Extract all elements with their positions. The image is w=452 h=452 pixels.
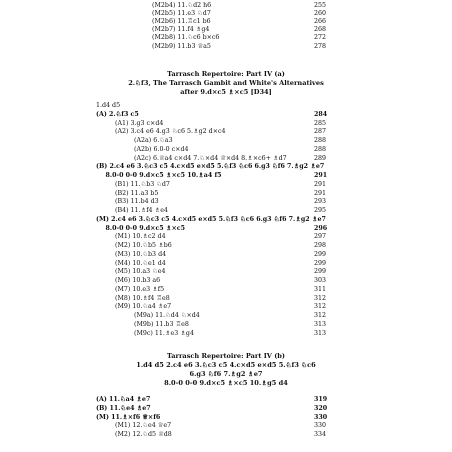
toc-entry (0, 260, 452, 268)
toc-entry-page-number: 299 (314, 250, 327, 258)
part-b-title: Tarrasch Repertoire: Part IV (b) (166, 352, 286, 360)
toc-entry (0, 172, 452, 180)
toc-entry (0, 128, 452, 136)
toc-entry-text: (M) 11.♗×f6 ♕×f6 (96, 413, 161, 421)
toc-entry-page-number: 295 (314, 207, 327, 214)
toc-entry (0, 26, 452, 34)
toc-entry-text: (B3) 11.b4 d3 (115, 198, 159, 206)
toc-entry-page-number: 291 (314, 189, 327, 197)
toc-entry (0, 251, 452, 259)
toc-entry-text: (B1) 11.♘b3 ♘d7 (115, 180, 170, 188)
toc-entry (0, 396, 452, 404)
toc-entry-page-number: 299 (314, 259, 327, 267)
part-b-subtitle: 1.d4 d5 2.c4 e6 3.♘c3 c5 4.c×d5 e×d5 5.♘f3 ♘c6 (136, 361, 316, 369)
toc-entry-page-number: 311 (314, 285, 327, 293)
toc-entry-page-number: 268 (314, 26, 327, 34)
toc-entry (0, 405, 452, 413)
toc-entry-page-number: 272 (314, 34, 327, 42)
toc-entry-page-number: 296 (314, 224, 328, 232)
toc-entry-page-number: 312 (314, 294, 327, 302)
toc-entry-page-number: 303 (314, 277, 327, 284)
toc-entry (0, 102, 452, 110)
toc-entry (0, 414, 452, 422)
toc-entry-page-number: 298 (314, 242, 327, 249)
toc-entry (0, 330, 452, 338)
toc-entry-page-number: 288 (314, 137, 327, 144)
toc-entry-page-number: 334 (314, 431, 327, 439)
toc-entry-text: (M2) 12.♘d5 ♕d8 (115, 431, 172, 439)
toc-entry (0, 268, 452, 276)
toc-entry-text: (M2b8) 11.♘c6 b×c6 (152, 34, 220, 42)
toc-entry-text: (A1) 3.g3 c×d4 (115, 119, 164, 127)
toc-entry-text: (M3) 10.♘b3 d4 (115, 250, 167, 258)
toc-entry (0, 198, 452, 206)
toc-entry (0, 277, 452, 285)
toc-entry (0, 120, 452, 128)
toc-entry-text: 1.d4 d5 (96, 102, 121, 109)
toc-entry-text: 8.0-0 0-0 9.d×c5 ♗×c5 (105, 224, 186, 232)
toc-entry-page-number: 278 (314, 42, 327, 50)
toc-entry (0, 137, 452, 145)
toc-entry-text: (M9b) 11.b3 ♖e8 (134, 320, 189, 328)
toc-entry-page-number: 312 (314, 312, 327, 319)
toc-entry-text: (M7) 10.e3 ♗f5 (115, 285, 165, 293)
toc-entry-page-number: 284 (314, 110, 328, 118)
toc-entry-text: (M9c) 11.♗e3 ♗g4 (134, 329, 194, 337)
toc-entry (0, 111, 452, 119)
toc-entry-text: (A2b) 6.0-0 c×d4 (134, 145, 189, 153)
toc-entry (0, 233, 452, 241)
toc-entry-page-number: 297 (314, 233, 327, 241)
toc-entry-text: (M6) 10.b3 a6 (115, 277, 161, 284)
part-a-subtitle: 2.♘f3, The Tarrasch Gambit and White's Alternatives (128, 79, 324, 87)
toc-entry-text: (M2b7) 11.f4 ♗g4 (152, 26, 210, 34)
toc-entry-page-number: 313 (314, 329, 327, 337)
toc-entry-page-number: 260 (314, 10, 327, 18)
toc-entry-page-number: 312 (314, 303, 327, 311)
toc-entry-page-number: 291 (314, 172, 328, 179)
toc-entry-text: (M1) 12.♘e4 ♕e7 (115, 422, 172, 430)
toc-entry-text: (A2c) 6.♕a4 c×d4 7.♘×d4 ♕×d4 8.♗×c6+ ♗d7 (134, 154, 287, 162)
toc-entry (0, 155, 452, 163)
toc-entry (0, 2, 452, 10)
toc-entry-text: (B2) 11.a3 b5 (115, 189, 159, 197)
toc-entry (0, 422, 452, 430)
part-a-title: Tarrasch Repertoire: Part IV (a) (167, 70, 285, 78)
toc-entry (0, 321, 452, 329)
toc-entry-text: (M2b5) 11.e3 ♘d7 (152, 10, 211, 18)
toc-entry (0, 190, 452, 198)
toc-entry (0, 163, 452, 171)
toc-entry-page-number: 313 (314, 320, 327, 328)
toc-entry-text: (A2) 3.c4 e6 4.g3 ♘c6 5.♗g2 d×c4 (115, 128, 226, 136)
toc-entry (0, 312, 452, 320)
toc-entry-page-number: 289 (314, 154, 327, 162)
toc-entry-text: (M2b4) 11.♘d2 h6 (152, 2, 212, 9)
toc-entry-text: (B4) 11.♗f4 ♗e4 (115, 207, 168, 214)
toc-entry-text: (M9a) 11.♘d4 ♘×d4 (134, 312, 200, 319)
part-a-subtitle-2: after 9.d×c5 ♗×c5 [D34] (180, 88, 272, 96)
toc-entry-page-number: 255 (314, 2, 327, 9)
toc-entry-page-number: 291 (314, 180, 327, 188)
toc-entry-text: (M8) 10.♗f4 ♖e8 (115, 294, 170, 302)
toc-entry-page-number: 330 (314, 422, 327, 430)
toc-entry-text: (A2a) 6.♘a3 (134, 137, 173, 144)
toc-entry-text: (M5) 10.a3 ♘e4 (115, 268, 166, 276)
toc-entry (0, 431, 452, 439)
toc-entry-text: (M2b9) 11.b3 ♕a5 (152, 42, 211, 50)
toc-entry (0, 225, 452, 233)
toc-entry-page-number: 330 (314, 413, 328, 421)
toc-entry (0, 34, 452, 42)
part-b-subtitle-3: 8.0-0 0-0 9.d×c5 ♗×c5 10.♗g5 d4 (164, 379, 288, 387)
toc-entry-text: (B) 11.♘e4 ♗e7 (96, 404, 151, 412)
toc-entry (0, 303, 452, 311)
toc-entry-page-number: 285 (314, 119, 327, 127)
toc-entry-page-number: 266 (314, 18, 327, 26)
toc-entry (0, 146, 452, 154)
toc-entry-page-number: 299 (314, 268, 327, 276)
toc-entry (0, 295, 452, 303)
toc-entry (0, 43, 452, 51)
toc-entry-text: (M2b6) 11.♖c1 b6 (152, 18, 211, 26)
toc-entry-page-number: 288 (314, 145, 327, 153)
toc-entry-text: (M4) 10.♘e1 d4 (115, 259, 166, 267)
toc-entry (0, 216, 452, 224)
toc-entry-text: (A) 2.♘f3 c5 (96, 110, 139, 118)
toc-entry-page-number: 319 (314, 396, 328, 403)
toc-entry-text: (M1) 10.♗c2 d4 (115, 233, 166, 241)
toc-entry-text: (A) 11.♘a4 ♗e7 (96, 396, 151, 403)
toc-entry (0, 286, 452, 294)
toc-entry-text: (M2) 10.♘b5 ♗b6 (115, 242, 172, 249)
toc-entry-page-number: 320 (314, 404, 328, 412)
toc-entry (0, 10, 452, 18)
toc-entry (0, 242, 452, 250)
toc-entry-page-number: 287 (314, 128, 327, 136)
part-b-subtitle-2: 6.g3 ♘f6 7.♗g2 ♗e7 (189, 370, 263, 378)
toc-entry-text: (M9) 10.♘a4 ♗e7 (115, 303, 172, 311)
toc-entry (0, 207, 452, 215)
toc-entry-text: (B) 2.c4 e6 3.♘c3 c5 4.c×d5 e×d5 5.♘f3 ♘c6 6.g3 ♘f6 7.♗g2 ♗e7 (96, 163, 325, 171)
toc-entry-page-number: 293 (314, 198, 327, 206)
toc-entry (0, 181, 452, 189)
toc-entry-text: (M) 2.c4 e6 3.♘c3 c5 4.c×d5 e×d5 5.♘f3 ♘c6 6.g3 ♘f6 7.♗g2 ♗e7 (96, 215, 326, 223)
toc-entry-text: 8.0-0 0-0 9.d×c5 ♗×c5 10.♗a4 f5 (105, 172, 222, 179)
toc-entry (0, 18, 452, 26)
